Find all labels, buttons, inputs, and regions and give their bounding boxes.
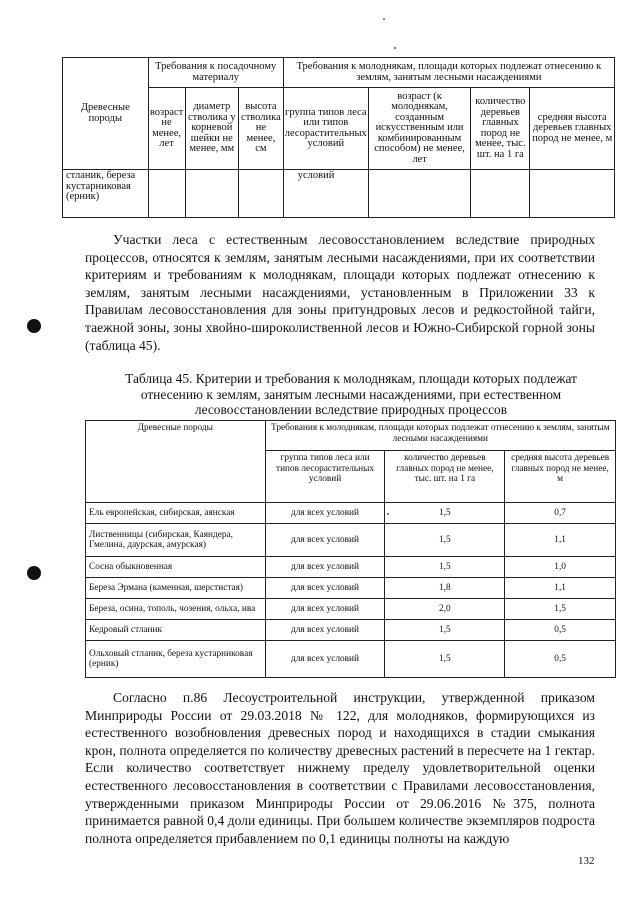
requirements-table-continued: [62, 57, 615, 218]
header-planting-material: Требования к посадочному материалу: [148, 58, 283, 88]
punch-hole-mark: [27, 319, 41, 333]
table-cell-empty: [148, 170, 185, 218]
header-stem-height: высота стволика не менее, см: [239, 88, 284, 170]
header-young-requirements: Требования к молоднякам, площади которых подлежат отнесению к землям, занятым лесными насаждениями: [265, 421, 615, 451]
scan-speck: [383, 18, 385, 20]
header-tree-count: количество деревьев главных пород не менее, тыс. шт. на 1 га: [471, 88, 530, 170]
paragraph-natural-regeneration: Участки леса с естественным лесовосстановлением вследствие природных процессов, относятся к землям, занятым лесными насаждениями, при их соответствии критериям и требованиям к молоднякам, площади которых подлежат отнесению к землям, занятым лесными насаждениями, установленным в Приложении 33 к Правилам лесовосстановления для зоны притундровых лесов и редкостойной тайги, таежной зоны, зоны хвойно-широколиственной лесов и Южно-Сибирской горной зоны (таблица 45).: [85, 232, 595, 353]
header-diameter: диаметр стволика у корневой шейки не менее, мм: [185, 88, 239, 170]
header-average-height: средняя высота деревьев главных пород не менее, м: [505, 451, 616, 503]
header-species: Древесные породы: [63, 58, 149, 170]
table-cell-empty: [530, 170, 615, 218]
table-cell-empty: [471, 170, 530, 218]
table-row: Кедровый стланик для всех условий 1,5 0,5: [86, 620, 616, 641]
table-row-forest-type: условий: [283, 170, 368, 218]
header-young-age: возраст (к молоднякам, созданным искусственным или комбинированным способом) не менее, лет: [368, 88, 471, 170]
scan-speck: [394, 47, 396, 49]
header-average-height: средняя высота деревьев главных пород не менее, м: [530, 88, 615, 170]
header-tree-count: количество деревьев главных пород не менее, тыс. шт. на 1 га: [385, 451, 505, 503]
table-cell-empty: [185, 170, 239, 218]
page-number: 132: [578, 855, 595, 867]
scan-speck: [387, 513, 389, 515]
header-young-requirements: Требования к молоднякам, площади которых подлежат отнесению к землям, занятым лесными насаждениями: [283, 58, 614, 88]
header-forest-type: группа типов леса или типов лесорастительных условий: [265, 451, 385, 503]
punch-hole-mark: [27, 566, 41, 580]
table-row: Ольховый стланик, береза кустарниковая (ерник) для всех условий 1,5 0,5: [86, 641, 616, 678]
header-forest-type: группа типов леса или типов лесорастительных условий: [283, 88, 368, 170]
header-age: возраст не менее, лет: [148, 88, 185, 170]
table-cell-empty: [239, 170, 284, 218]
table-row-species: стланик, береза кустарниковая (ерник): [63, 170, 149, 218]
table-45: [85, 420, 616, 678]
table-row: Ель европейская, сибирская, аянская для всех условий 1,5 0,7: [86, 503, 616, 524]
table-row: Лиственницы (сибирская, Каяндера, Гмелина, даурская, амурская) для всех условий 1,5 1,1: [86, 524, 616, 557]
header-species: Древесные породы: [86, 421, 266, 503]
table-row: Береза Эрмана (каменная, шерстистая) для всех условий 1,8 1,1: [86, 578, 616, 599]
paragraph-density-rules: Согласно п.86 Лесоустроительной инструкции, утвержденной приказом Минприроды России от 29.03.2018 № 122, для молодняков, формирующихся из естественного возобновления древесных пород и находящихся в стадии смыкания крон, полнота определяется по количеству древесных растений в пересчете на 1 гектар. Если количество соответствует нижнему пределу удовлетворительной оценки естественного лесовосстановления в соответствии с Правилами лесовосстановления, утвержденными приказом Минприроды России от 29.06.2016 №375, полнота принимается равной 0,4 доли единицы. При большем количестве экземпляров подроста полнота определяется прибавлением по 0,1 единицы полноты на каждую: [85, 690, 595, 846]
table-cell-empty: [368, 170, 471, 218]
table-row: Береза, осина, тополь, чозения, ольха, ива для всех условий 2,0 1,5: [86, 599, 616, 620]
table-row: Сосна обыкновенная для всех условий 1,5 1,0: [86, 557, 616, 578]
table-45-caption: Таблица 45. Критерии и требования к молоднякам, площади которых подлежат отнесению к землям, занятым лесными насаждениями, при естественном лесовосстановлении вследствие природных процессов: [125, 371, 577, 417]
